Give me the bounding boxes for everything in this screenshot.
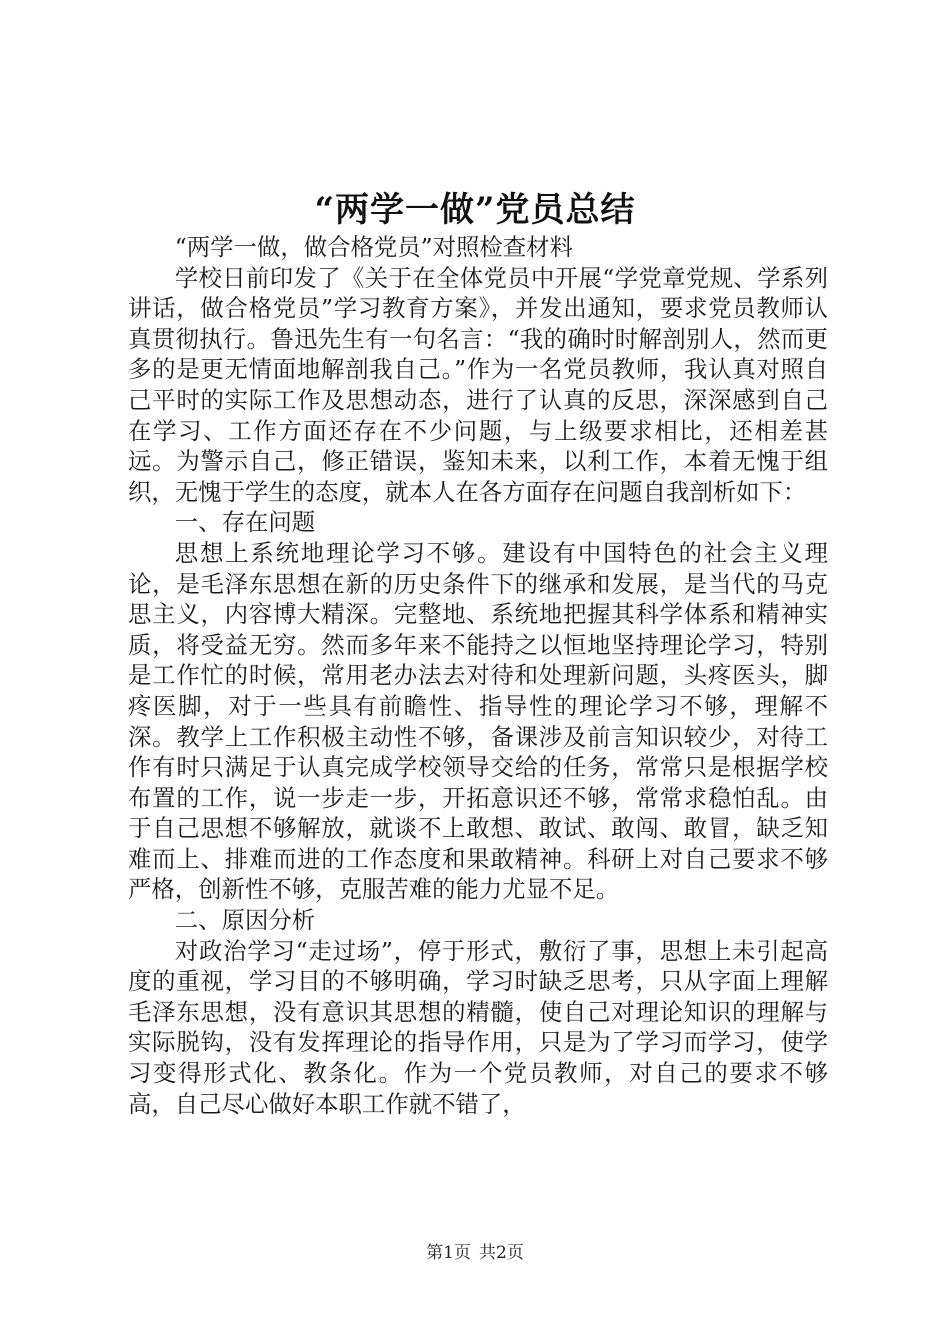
intro-paragraph: 学校日前印发了《关于在全体党员中开展“学党章党规、学系列讲话，做合格党员”学习教育方案》，并发出通知，要求党员教师认真贯彻执行。鲁迅先生有一句名言：“我的确时时解剖别人，然而更多的是更无情面地解剖我自己。”作为一名党员教师，我认真对照自己平时的实际工作及思想动态，进行了认真的反思，深深感到自己在学习、工作方面还存在不少问题，与上级要求相比，还相差甚远。为警示自己，修正错误，鉴知未来，以利工作，本着无愧于组织，无愧于学生的态度，就本人在各方面存在问题自我剖析如下： (128, 263, 828, 506)
section-heading-analysis: 二、原因分析 (174, 906, 316, 935)
subtitle-paragraph: “两学一做，做合格党员”对照检查材料 (174, 233, 573, 261)
document-title: “两学一做”党员总结 (314, 190, 636, 230)
section-heading-problems: 一、存在问题 (174, 508, 316, 537)
problems-paragraph: 思想上系统地理论学习不够。建设有中国特色的社会主义理论，是毛泽东思想在新的历史条件下的继承和发展，是当代的马克思主义，内容博大精深。完整地、系统地把握其科学体系和精神实质，将受益无穷。然而多年来不能持之以恒地坚持理论学习，特别是工作忙的时候，常用老办法去对待和处理新问题，头疼医头，脚疼医脚，对于一些具有前瞻性、指导性的理论学习不够，理解不深。教学上工作积极主动性不够，备课涉及前言知识较少，对待工作有时只满足于认真完成学校领导交给的任务，常常只是根据学校布置的工作，说一步走一步，开拓意识还不够，常常求稳怕乱。由于自己思想不够解放，就谈不上敢想、敢试、敢闯、敢冒，缺乏知难而上、排难而进的工作态度和果敢精神。科研上对自己要求不够严格，创新性不够，克服苦难的能力尤显不足。 (128, 538, 828, 904)
document-body (128, 232, 828, 1119)
page-total: 共2页 (479, 1243, 524, 1263)
analysis-paragraph: 对政治学习“走过场”，停于形式，敷衍了事，思想上未引起高度的重视，学习目的不够明确，学习时缺乏思考，只从字面上理解毛泽东思想，没有意识其思想的精髓，使自己对理论知识的理解与实际脱钩，没有发挥理论的指导作用，只是为了学习而学习，使学习变得形式化、教条化。作为一个党员教师，对自己的要求不够高，自己尽心做好本职工作就不错了， (128, 936, 828, 1118)
page-footer (0, 1241, 950, 1265)
page-number: 第1页 (426, 1243, 471, 1263)
